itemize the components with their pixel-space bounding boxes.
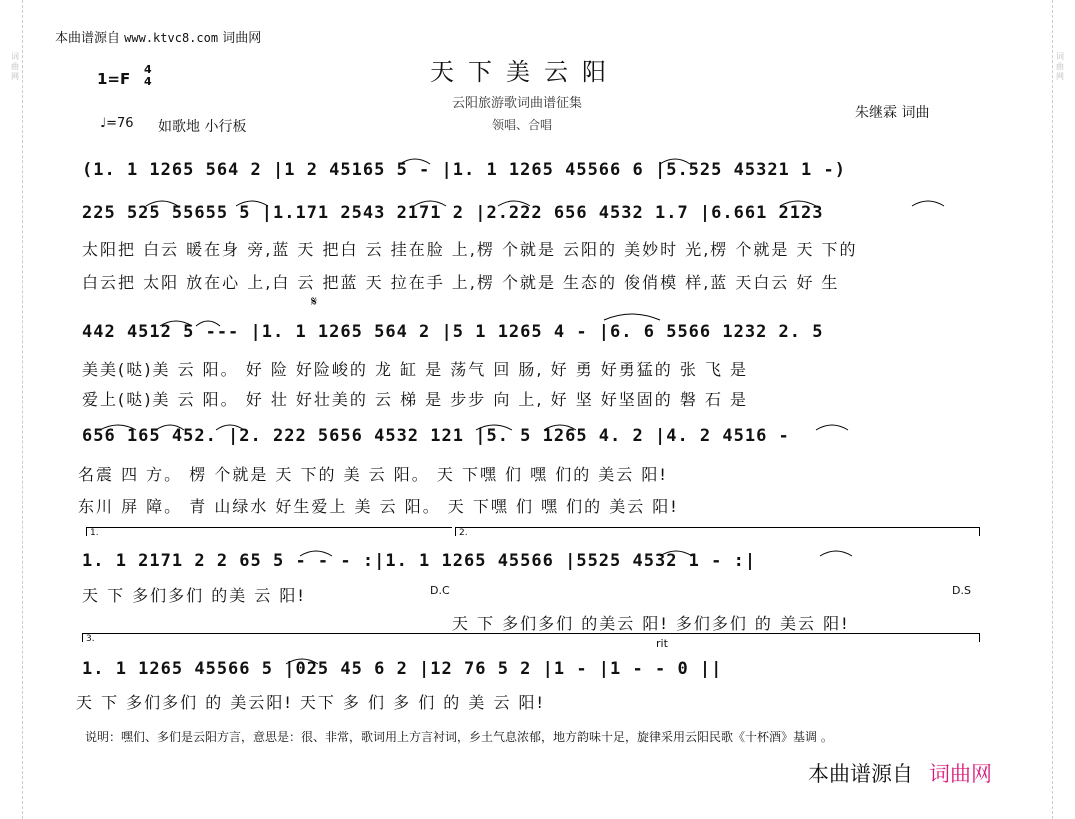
volta-number-1: 1.: [90, 528, 99, 538]
left-watermark-strip: [8, 0, 23, 819]
song-title: 天下美云阳: [430, 58, 620, 86]
volta-number-2: 2.: [459, 528, 468, 538]
volta-number-3: 3.: [86, 634, 95, 644]
composer-credits: 朱继霖 词曲: [855, 105, 930, 121]
volta-bracket-1: [86, 527, 452, 536]
lyric-line-4a: 名震 四 方。 楞 个就是 天 下的 美 云 阳。 天 下嘿 们 嘿 们的 美云 阳!: [78, 465, 668, 484]
volta-bracket-2: [455, 527, 980, 536]
source-label: 本曲谱源自: [55, 31, 121, 46]
time-signature-top: 4: [144, 63, 152, 76]
right-watermark-strip: [1052, 0, 1067, 819]
notation-line-5: 1. 1 2171 2 2 65 5 - - - :|1. 1 1265 45566 |5525 4532 1 - :|: [82, 551, 757, 571]
expression-marking: 如歌地 小行板: [158, 119, 247, 135]
volta-bracket-3: [82, 633, 980, 642]
dal-segno-marking: D.S: [952, 584, 971, 597]
notation-line-3: 442 4512 5 --- |1. 1 1265 564 2 |5 1 1265 4 - |6. 6 5566 1232 2. 5: [82, 322, 824, 342]
header-source-line: [55, 27, 261, 46]
ritardando-marking: rit: [656, 637, 668, 650]
lyric-line-4b: 东川 屏 障。 青 山绿水 好生爱上 美 云 阳。 天 下嘿 们 嘿 们的 美云 阳!: [78, 497, 679, 516]
lyric-line-3a: 美美(哒)美 云 阳。 好 险 好险峻的 龙 缸 是 荡气 回 肠, 好 勇 好勇猛的 张 飞 是: [82, 360, 749, 379]
tempo-marking: ♩=76: [100, 116, 134, 131]
source-site-name: 词曲网: [222, 31, 262, 46]
watermark-glyphs: 词 曲 网: [1056, 52, 1064, 81]
footer-source: [808, 758, 992, 788]
lyric-line-6a: 天 下 多们多们 的美云 阳! 多们多们 的 美云 阳!: [452, 614, 850, 633]
key-signature: 1=F: [97, 70, 131, 88]
da-capo-marking: D.C: [430, 584, 450, 597]
lyric-line-2b: 白云把 太阳 放在心 上,白 云 把蓝 天 拉在手 上,楞 个就是 生态的 俊俏模 样,蓝 天白云 好 生: [82, 273, 840, 292]
notation-line-1: (1. 1 1265 564 2 |1 2 45165 5 - |1. 1 1265 45566 6 |5.525 45321 1 -): [82, 160, 846, 180]
explanation-note: 说明：嘿们、多们是云阳方言，意思是：很、非常，歌词用上方言衬词，乡土气息浓郁，地方韵味十足，旋律采用云阳民歌《十杯酒》基调 。: [85, 730, 833, 744]
notation-line-4: 656 165 452. |2. 222 5656 4532 121 |5. 5 1265 4. 2 |4. 2 4516 -: [82, 426, 790, 446]
notation-line-2: 225 525 55655 5 |1.171 2543 2171 2 |2.222 656 4532 1.7 |6.661 2123: [82, 203, 824, 223]
time-signature-bottom: 4: [144, 75, 152, 88]
source-url-link[interactable]: www.ktvc8.com: [124, 31, 219, 45]
footer-source-label: 本曲谱源自: [808, 762, 913, 786]
lyric-line-7a: 天 下 多们多们 的 美云阳! 天下 多 们 多 们 的 美 云 阳!: [76, 693, 545, 712]
singers-note: 领唱、合唱: [492, 118, 553, 132]
watermark-glyphs: 词 曲 网: [11, 52, 19, 81]
footer-site-link[interactable]: 词曲网: [929, 762, 992, 786]
svg-text:𝄋: 𝄋: [311, 294, 318, 310]
lyric-line-3b: 爱上(哒)美 云 阳。 好 壮 好壮美的 云 梯 是 步步 向 上, 好 坚 好坚固的 磐 石 是: [82, 390, 749, 409]
song-subtitle: 云阳旅游歌词曲谱征集: [452, 96, 583, 111]
lyric-line-5a: 天 下 多们多们 的美 云 阳!: [82, 586, 306, 605]
notation-line-7: 1. 1 1265 45566 5 |025 45 6 2 |12 76 5 2 |1 - |1 - - 0 ||: [82, 659, 723, 679]
time-signature: [144, 64, 152, 88]
lyric-line-2a: 太阳把 白云 暖在身 旁,蓝 天 把白 云 挂在脸 上,楞 个就是 云阳的 美妙时 光,楞 个就是 天 下的: [82, 240, 858, 259]
